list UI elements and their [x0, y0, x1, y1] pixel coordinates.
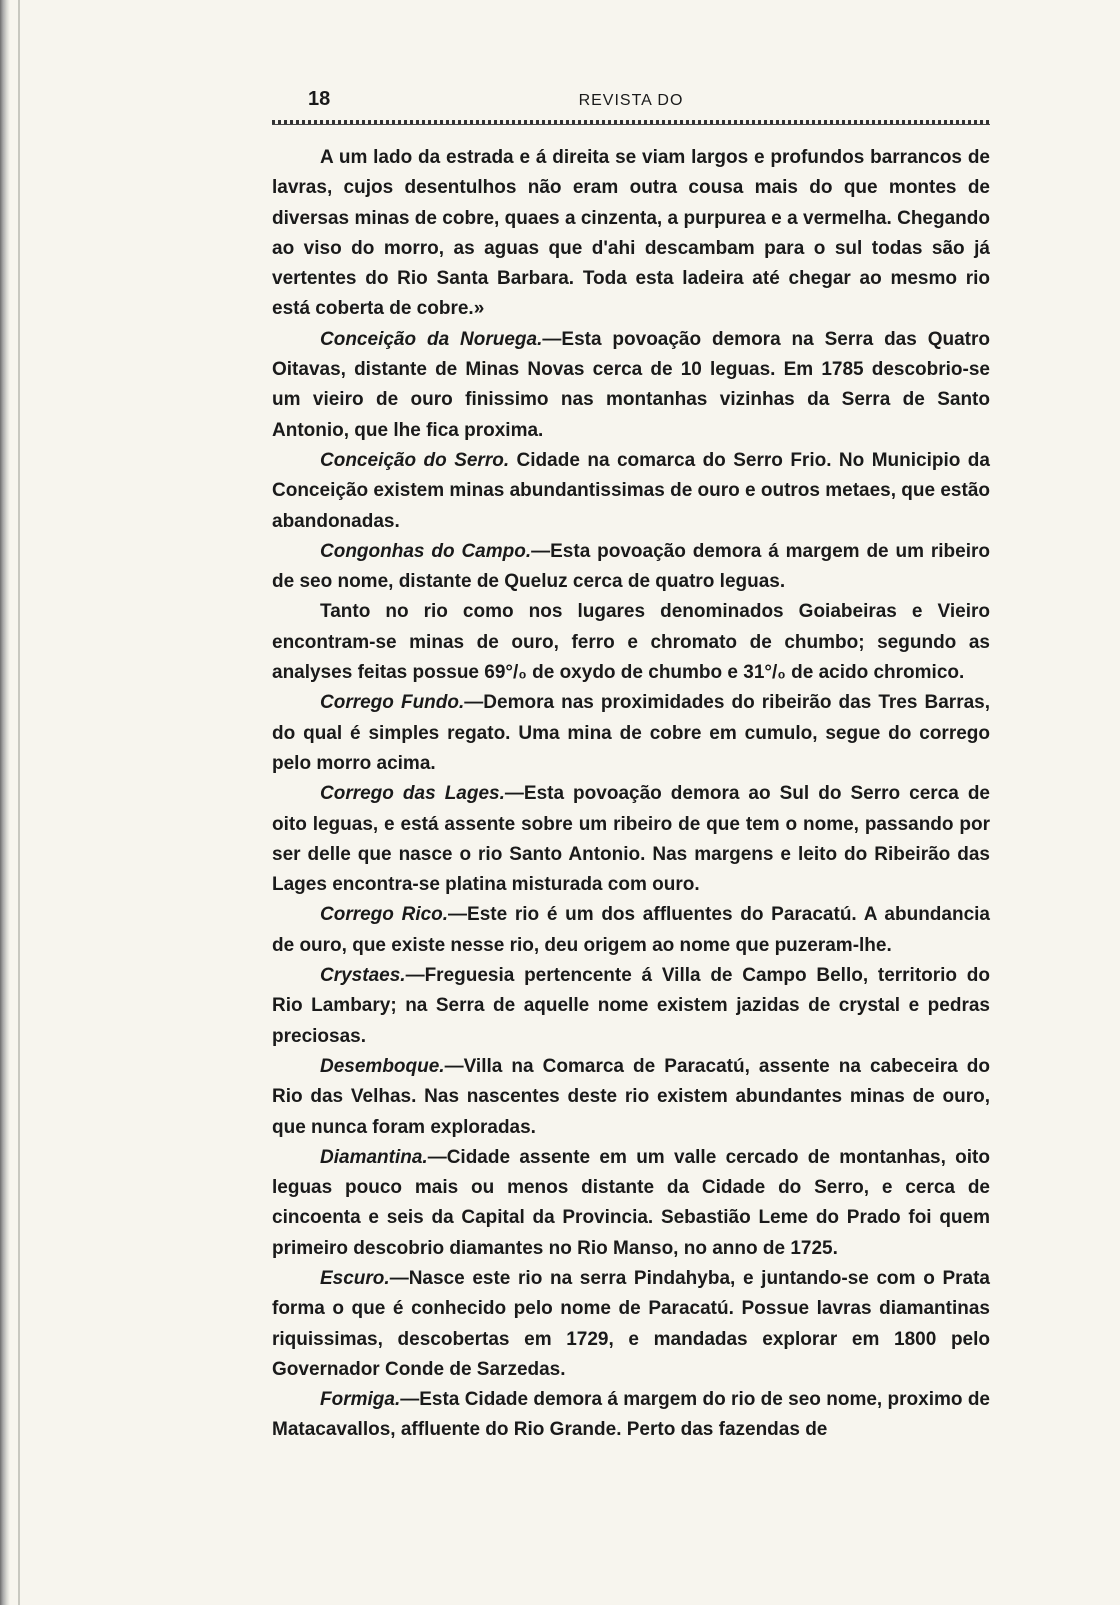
entry-term: Conceição da Noruega. [320, 328, 543, 350]
entry-term: Corrego das Lages. [320, 783, 505, 805]
paragraph [272, 1385, 990, 1446]
paragraph [272, 1264, 990, 1385]
body-text [272, 143, 990, 1446]
paragraph [272, 1143, 990, 1264]
entry-text: —Esta povoação demora na Serra das Quatro Oitavas, distante de Minas Novas cerca de 10 leguas. Em 1785 descobrio-se um vieiro de ouro finissimo nas montanhas vizinhas da Serra de Santo Antonio, que lhe fica proxima. [272, 328, 990, 441]
entry-text: —Freguesia pertencente á Villa de Campo Bello, territorio do Rio Lambary; na Serra de aquelle nome existem jazidas de crystal e pedras preciosas. [272, 965, 990, 1047]
entry-text: —Esta Cidade demora á margem do rio de seo nome, proximo de Matacavallos, affluente do Rio Grande. Perto das fazendas de [272, 1389, 990, 1441]
entry-text: —Cidade assente em um valle cercado de montanhas, oito leguas pouco mais ou menos distante da Cidade do Serro, e cerca de cincoenta e seis da Capital da Provincia. Sebastião Leme do Prado foi quem primeiro descobrio diamantes no Rio Manso, no anno de 1725. [272, 1146, 990, 1259]
entry-text: —Esta povoação demora ao Sul do Serro cerca de oito leguas, e está assente sobre um ribeiro de que tem o nome, passando por ser delle que nasce o rio Santo Antonio. Nas margens e leito do Ribeirão das Lages encontra-se platina misturada com ouro. [272, 783, 990, 896]
paragraph [272, 1052, 990, 1143]
entry-text: Tanto no rio como nos lugares denominados Goiabeiras e Vieiro encontram-se minas de ouro, ferro e chromato de chumbo; segundo as analyses feitas possue 69°/₀ de oxydo de chumbo e 31°/₀ de acido chromico. [272, 601, 990, 684]
entry-text: Cidade na comarca do Serro Frio. No Municipio da Conceição existem minas abundantissimas de ouro e outros metaes, que estão abandonadas. [272, 449, 991, 532]
entry-text: —Demora nas proximidades do ribeirão das Tres Barras, do qual é simples regato. Uma mina de cobre em cumulo, segue do corrego pelo morro acima. [272, 692, 990, 774]
entry-term: Conceição do Serro. [320, 449, 510, 471]
entry-term: Congonhas do Campo. [320, 540, 532, 562]
page-number: 18 [308, 88, 331, 110]
entry-term: Formiga. [320, 1389, 401, 1411]
page [272, 86, 990, 1446]
entry-term: Escuro. [320, 1267, 390, 1289]
paragraph [272, 446, 990, 537]
paragraph [272, 688, 990, 779]
paragraph [272, 143, 990, 325]
entry-term: Diamantina. [320, 1146, 428, 1168]
paragraph [272, 779, 990, 900]
scan-edge [0, 0, 10, 1605]
paragraph [272, 325, 990, 446]
header-rule [272, 120, 990, 125]
entry-text: —Este rio é um dos affluentes do Paracatú. A abundancia de ouro, que existe nesse rio, deu origem ao nome que puzeram-lhe. [272, 904, 990, 956]
entry-text: A um lado da estrada e á direita se viam largos e profundos barrancos de lavras, cujos desentulhos não eram outra cousa mais do que montes de diversas minas de cobre, quaes a cinzenta, a purpurea e a vermelha. Chegando ao viso do morro, as aguas que d'ahi descambam para o sul todas são já vertentes do Rio Santa Barbara. Toda esta ladeira até chegar ao mesmo rio está coberta de cobre.» [272, 147, 990, 320]
paragraph [272, 537, 990, 598]
entry-term: Corrego Fundo. [320, 692, 465, 714]
entry-term: Desemboque. [320, 1055, 445, 1077]
entry-term: Corrego Rico. [320, 904, 449, 926]
running-title: REVISTA DO [578, 92, 684, 109]
page-header [272, 86, 990, 118]
entry-text: —Villa na Comarca de Paracatú, assente na cabeceira do Rio das Velhas. Nas nascentes deste rio existem abundantes minas de ouro, que nunca foram exploradas. [272, 1055, 990, 1138]
paragraph [272, 961, 990, 1052]
entry-term: Crystaes. [320, 965, 406, 987]
paragraph [272, 597, 990, 688]
scan-edge-line [18, 0, 20, 1605]
paragraph [272, 900, 990, 961]
entry-text: —Nasce este rio na serra Pindahyba, e juntando-se com o Prata forma o que é conhecido pelo nome de Paracatú. Possue lavras diamantinas riquissimas, descobertas em 1729, e mandadas explorar em 1800 pelo Governador Conde de Sarzedas. [272, 1267, 990, 1380]
entry-text: —Esta povoação demora á margem de um ribeiro de seo nome, distante de Queluz cerca de quatro leguas. [272, 540, 990, 593]
